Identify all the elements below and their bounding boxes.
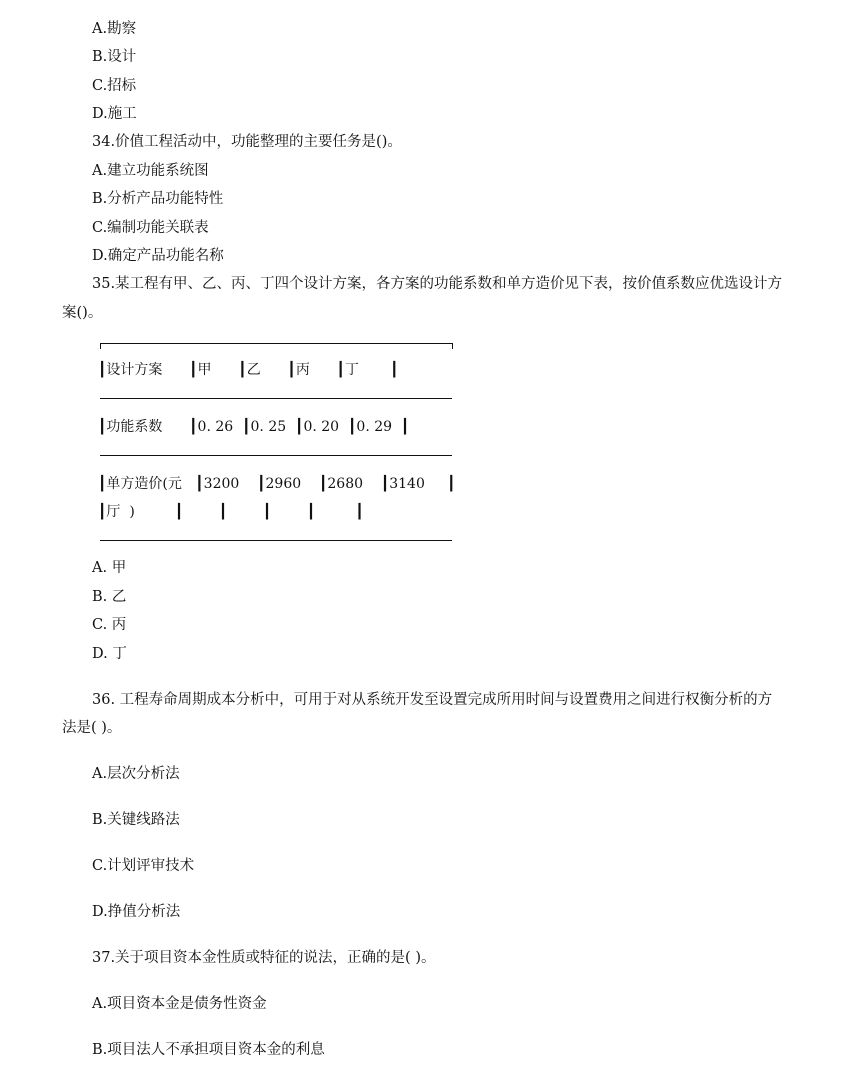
q33-option-c: C.招标 [92,78,137,94]
table-bottom-rule [100,540,452,541]
q34-option-d: D.确定产品功能名称 [92,248,224,264]
q36-option-c: C.计划评审技术 [92,858,195,874]
table-divider-2 [100,455,452,456]
q37-option-a: A.项目资本金是债务性资金 [92,996,267,1012]
q35-stem-line1: 35.某工程有甲、乙、丙、丁四个设计方案，各方案的功能系数和单方造价见下表，按价值系数应优选设计方 [92,276,783,292]
table-row-function: ┃功能系数 ┃0. 26 ┃0. 25 ┃0. 20 ┃0. 29 ┃ [98,419,410,435]
q36-stem-line1: 36. 工程寿命周期成本分析中，可用于对从系统开发至设置完成所用时间与设置费用之间进行权衡分析的方 [92,692,773,708]
q36-option-d: D.挣值分析法 [92,904,181,920]
q33-option-a: A.勘察 [92,21,137,37]
table-top-rule [100,343,452,344]
table-corner-tl [100,343,101,349]
q37-option-b: B.项目法人不承担项目资本金的利息 [92,1042,325,1058]
q36-stem-line2: 法是( )。 [62,720,122,736]
q34-option-a: A.建立功能系统图 [92,163,209,179]
q36-option-b: B.关键线路法 [92,812,180,828]
q33-option-d: D.施工 [92,106,137,122]
q35-option-a: A. 甲 [92,560,127,576]
table-divider-1 [100,398,452,399]
q34-option-c: C.编制功能关联表 [92,220,209,236]
q34-stem: 34.价值工程活动中，功能整理的主要任务是()。 [92,134,402,150]
q33-option-b: B.设计 [92,49,137,65]
q35-option-b: B. 乙 [92,589,127,605]
q36-option-a: A.层次分析法 [92,766,180,782]
q37-stem: 37.关于项目资本金性质或特征的说法，正确的是( )。 [92,950,436,966]
table-row-cost: ┃单方造价(元 ┃3200 ┃2960 ┃2680 ┃3140 ┃ [98,476,456,492]
table-corner-tr [452,343,453,349]
q35-option-d: D. 丁 [92,646,127,662]
q35-option-c: C. 丙 [92,617,127,633]
table-row-cost-cont: ┃厅 ) ┃ ┃ ┃ ┃ ┃ [98,504,364,520]
table-row-header: ┃设计方案 ┃甲 ┃乙 ┃丙 ┃丁 ┃ [98,362,399,378]
q34-option-b: B.分析产品功能特性 [92,191,224,207]
q35-stem-line2: 案()。 [62,305,103,321]
